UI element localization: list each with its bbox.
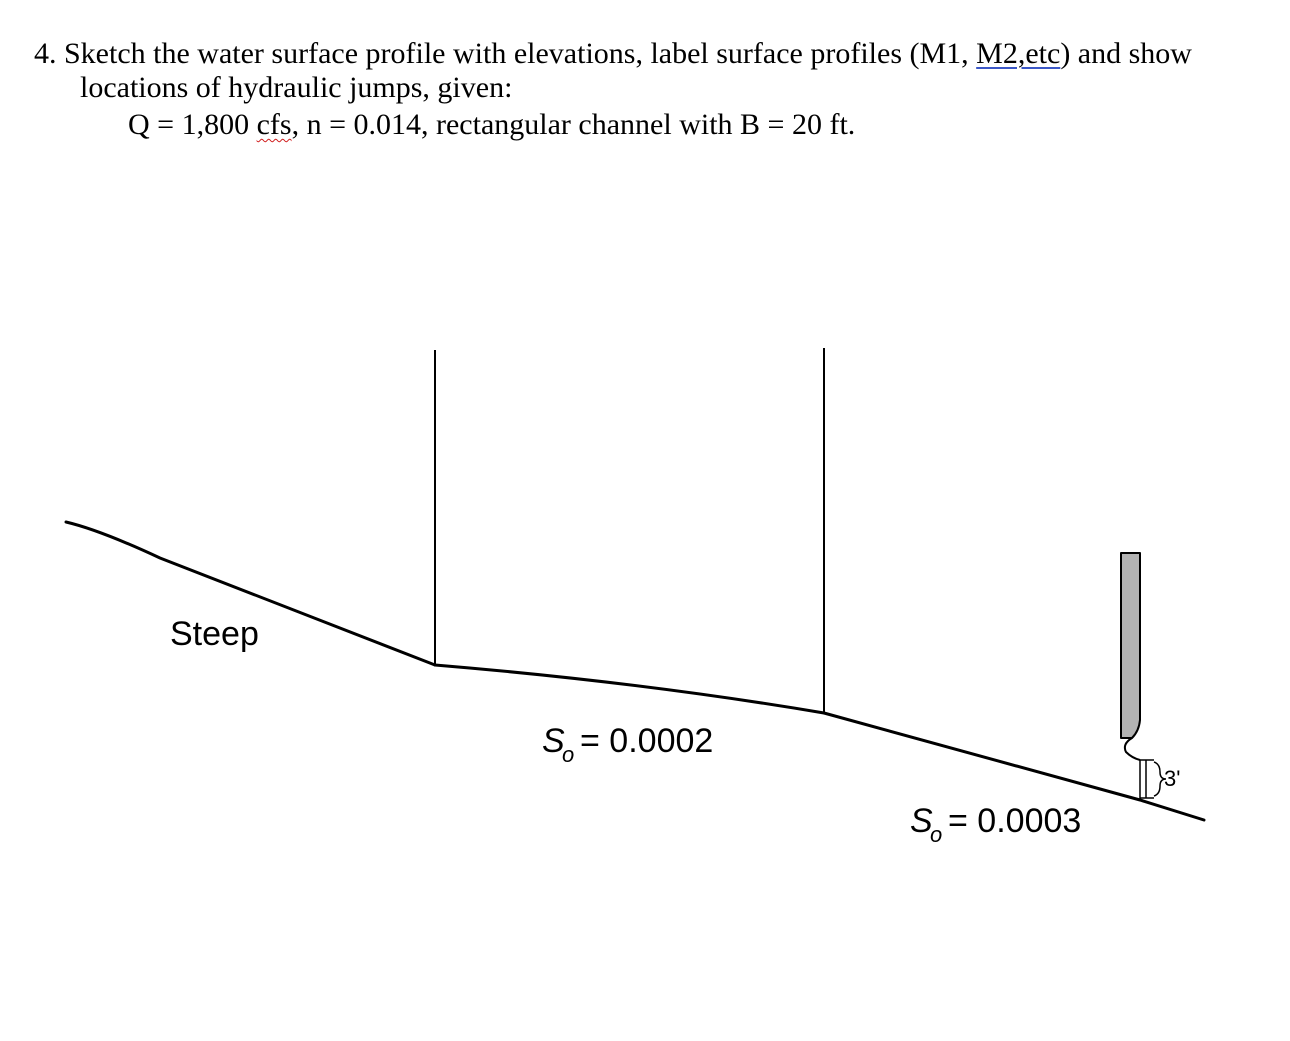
problem-line-1-prefix: 4. Sketch the water surface profile with elevations, label surface profiles (M1,	[34, 37, 977, 70]
slope-label-1-subscript: o	[562, 742, 575, 767]
problem-line-3-prefix: Q = 1,800	[128, 108, 257, 141]
slope-label-2-value: = 0.0003	[948, 802, 1082, 840]
problem-line-1-underlined: M2,etc	[976, 37, 1061, 70]
problem-line-1-suffix: ) and show	[1060, 37, 1192, 70]
problem-line-3-suffix: , n = 0.014, rectangular channel with B = 20 ft.	[291, 108, 856, 141]
sluice-gate	[1121, 553, 1140, 738]
slope-label-1	[542, 722, 713, 767]
slope-label-1-value: = 0.0002	[580, 722, 714, 760]
slope-label-1-symbol: S	[542, 722, 565, 760]
problem-line-3-wavy: cfs	[256, 108, 292, 141]
steep-label: Steep	[170, 615, 259, 653]
slope-label-2	[910, 802, 1081, 847]
mild-channel-bed-1	[435, 665, 824, 713]
gate-lip	[1125, 738, 1140, 760]
slope-label-2-symbol: S	[910, 802, 933, 840]
gate-opening-label: 3'	[1164, 766, 1181, 791]
slope-label-2-subscript: o	[930, 822, 943, 847]
gate-opening-dimension	[1140, 760, 1166, 800]
problem-line-2: locations of hydraulic jumps, given:	[80, 71, 513, 104]
